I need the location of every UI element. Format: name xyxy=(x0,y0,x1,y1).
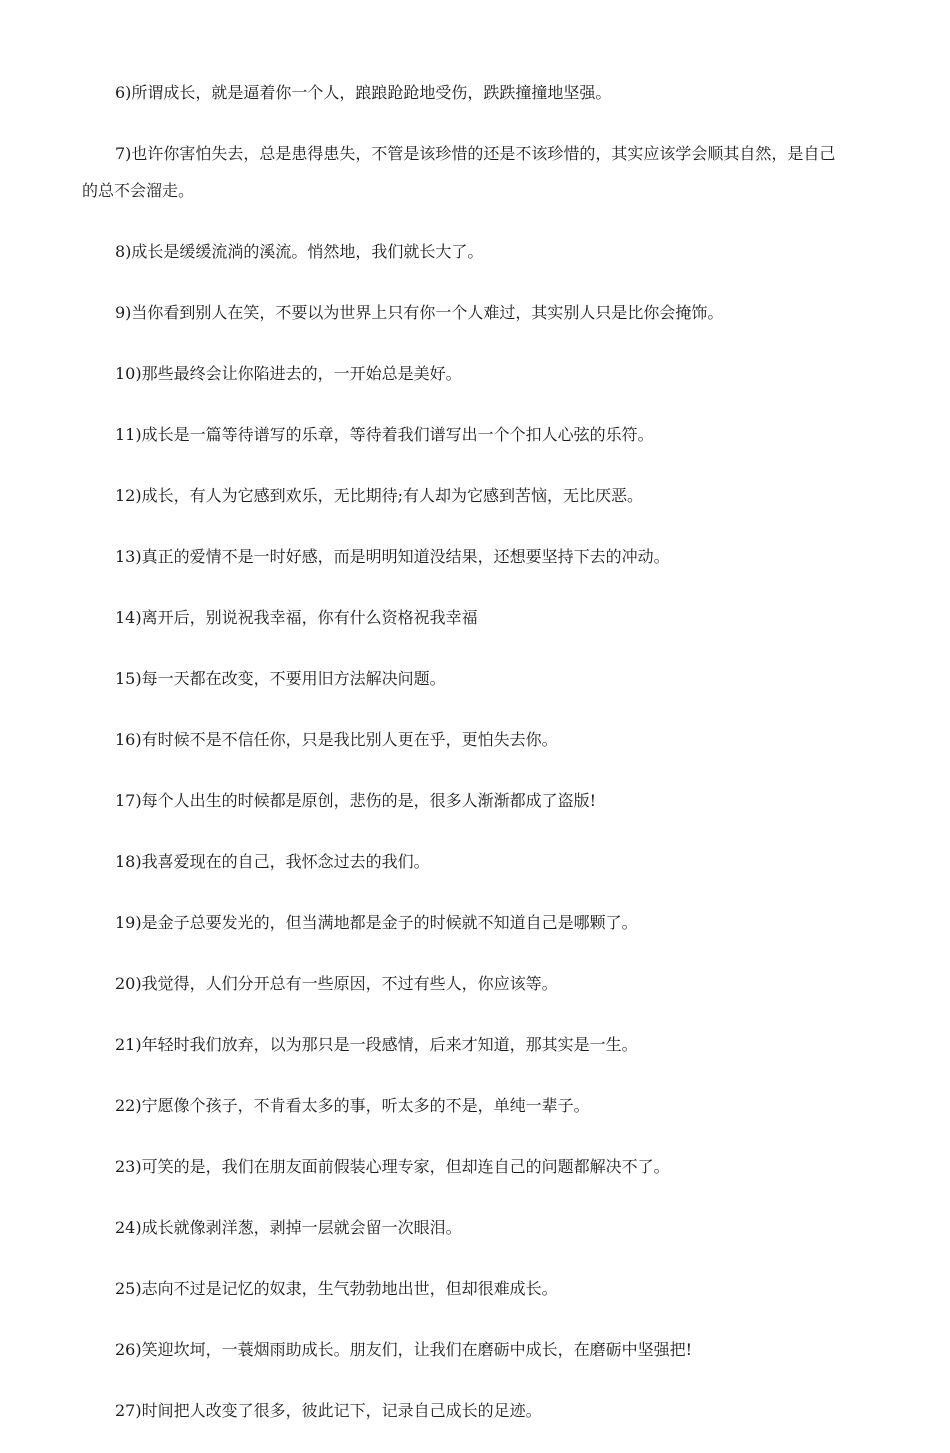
quote-item: 15)每一天都在改变，不要用旧方法解决问题。 xyxy=(115,669,446,688)
quote-item: 26)笑迎坎坷，一蓑烟雨助成长。朋友们，让我们在磨砺中成长，在磨砺中坚强把! xyxy=(115,1340,693,1359)
quote-item: 18)我喜爱现在的自己，我怀念过去的我们。 xyxy=(115,852,430,871)
quote-item: 25)志向不过是记忆的奴隶，生气勃勃地出世，但却很难成长。 xyxy=(115,1279,558,1298)
quote-item: 10)那些最终会让你陷进去的，一开始总是美好。 xyxy=(115,364,462,383)
quote-item: 20)我觉得，人们分开总有一些原因，不过有些人，你应该等。 xyxy=(115,974,558,993)
quote-item: 13)真正的爱情不是一时好感，而是明明知道没结果，还想要坚持下去的冲动。 xyxy=(115,547,670,566)
quote-item: 9)当你看到别人在笑，不要以为世界上只有你一个人难过，其实别人只是比你会掩饰。 xyxy=(115,303,724,322)
quote-item: 22)宁愿像个孩子，不肯看太多的事，听太多的不是，单纯一辈子。 xyxy=(115,1096,590,1115)
quote-item: 11)成长是一篇等待谱写的乐章，等待着我们谱写出一个个扣人心弦的乐符。 xyxy=(115,425,654,444)
quote-item: 27)时间把人改变了很多，彼此记下，记录自己成长的足迹。 xyxy=(115,1401,542,1420)
quote-item: 23)可笑的是，我们在朋友面前假装心理专家，但却连自己的问题都解决不了。 xyxy=(115,1157,670,1176)
quote-item: 21)年轻时我们放弃，以为那只是一段感情，后来才知道，那其实是一生。 xyxy=(115,1035,638,1054)
quote-item: 7)也许你害怕失去，总是患得患失，不管是该珍惜的还是不该珍惜的，其实应该学会顺其自然，是自己的总不会溜走。 xyxy=(82,144,836,200)
quote-item: 24)成长就像剥洋葱，剥掉一层就会留一次眼泪。 xyxy=(115,1218,462,1237)
quote-item: 17)每个人出生的时候都是原创，悲伤的是，很多人渐渐都成了盗版! xyxy=(115,791,597,810)
quote-item: 16)有时候不是不信任你，只是我比别人更在乎，更怕失去你。 xyxy=(115,730,558,749)
quote-item: 19)是金子总要发光的，但当满地都是金子的时候就不知道自己是哪颗了。 xyxy=(115,913,638,932)
quote-item: 6)所谓成长，就是逼着你一个人，踉踉跄跄地受伤，跌跌撞撞地坚强。 xyxy=(115,83,612,102)
document-body xyxy=(82,74,842,1453)
quote-item: 8)成长是缓缓流淌的溪流。悄然地，我们就长大了。 xyxy=(115,242,484,261)
quote-item: 12)成长，有人为它感到欢乐，无比期待;有人却为它感到苦恼，无比厌恶。 xyxy=(115,486,643,505)
quote-item: 14)离开后，别说祝我幸福，你有什么资格祝我幸福 xyxy=(115,608,478,627)
